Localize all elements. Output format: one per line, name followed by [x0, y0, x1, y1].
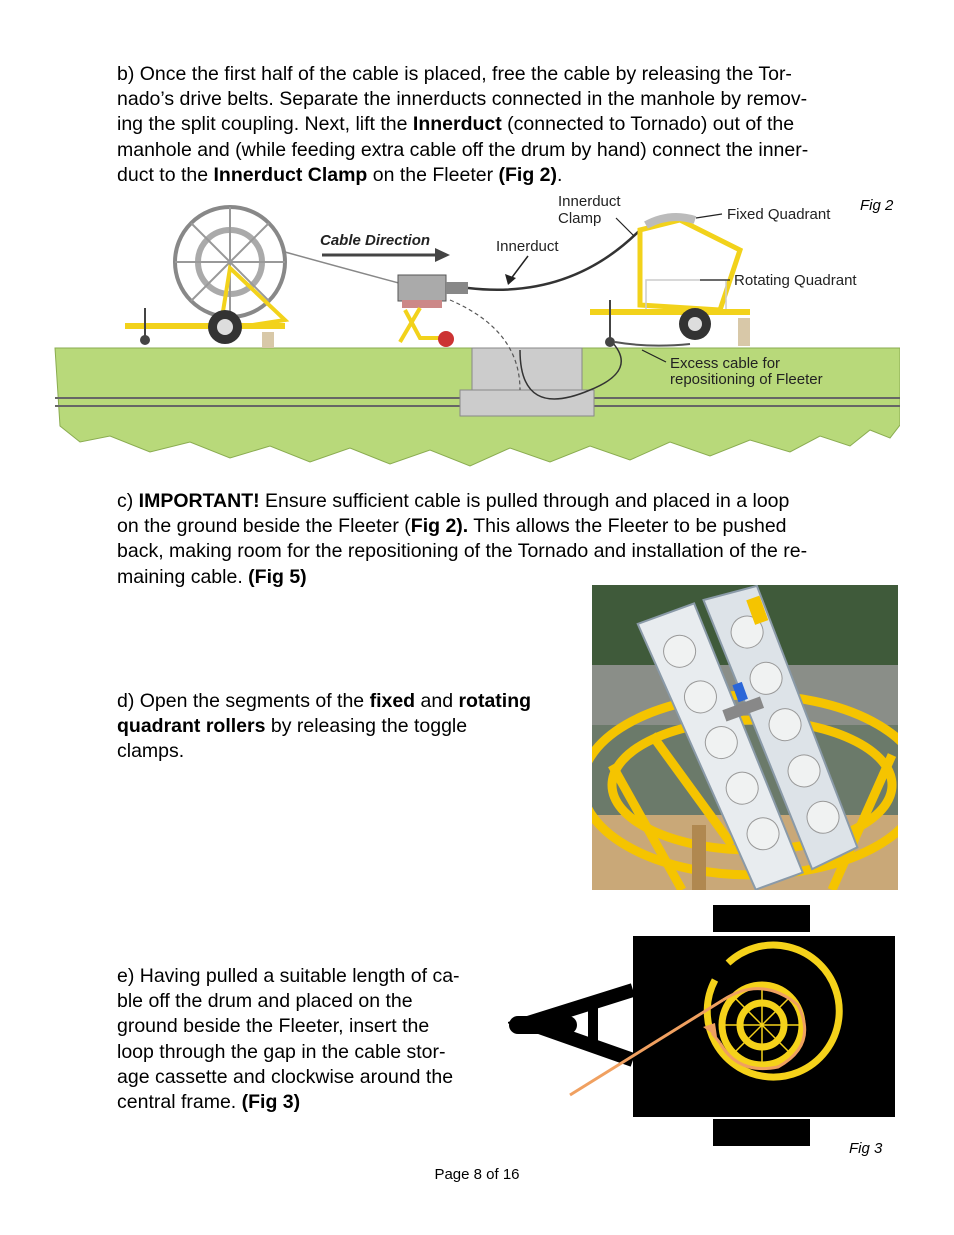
text-line: Ensure sufficient cable is pulled through and placed in a loop [259, 490, 790, 512]
text-line: nado’s drive belts. Separate the innerducts connected in the manhole by remov- [117, 88, 808, 111]
text-line: d) Open the segments of the [117, 690, 370, 712]
text-line: ground beside the Fleeter, insert the [117, 1015, 430, 1038]
text-line: by releasing the toggle [265, 715, 468, 738]
text-line: manhole and (while feeding extra cable off the drum by hand) connect the inner- [117, 138, 809, 161]
clamp-label-1: Innerduct [558, 193, 621, 210]
fixed-quadrant-pointer [696, 214, 722, 218]
fig-ref: Fig 2). [410, 515, 469, 538]
innerduct-pointer [510, 256, 528, 280]
text-line: back, making room for the repositioning of the Tornado and installation of the re- [117, 540, 808, 563]
text-line: and [415, 690, 459, 712]
tornado-machine [398, 275, 468, 347]
text-line: (connected to Tornado) out of the [501, 113, 795, 136]
text-line: on the ground beside the Fleeter ( [117, 515, 411, 538]
bold-term: quadrant rollers [117, 715, 266, 738]
direction-arrowhead [435, 248, 450, 262]
text-line: e) Having pulled a suitable length of ca- [117, 965, 460, 987]
bold-term: Innerduct Clamp [213, 163, 368, 186]
fig-ref: (Fig 3) [241, 1091, 301, 1114]
fig2-caption: Fig 2 [860, 197, 894, 214]
text-line: This allows the Fleeter to be pushed [468, 515, 787, 538]
text-line: central frame. [117, 1091, 242, 1114]
text-line: on the Fleeter [367, 163, 499, 186]
important-label: IMPORTANT! [138, 490, 260, 512]
cable-drum-trailer [125, 207, 285, 348]
text-line: ble off the drum and placed on the [117, 990, 413, 1013]
paragraph-c [117, 489, 807, 590]
page-number: Page 8 of 16 [434, 1166, 520, 1183]
fig3-cassette-diagram [508, 905, 898, 1150]
excess-label-1: Excess cable for [670, 355, 781, 372]
excess-cable [615, 342, 690, 346]
cable-line [285, 252, 410, 286]
clamp-pointer [616, 218, 634, 236]
bold-term: fixed [369, 690, 416, 712]
quadrant-rollers-photo [592, 585, 898, 890]
fixed-quadrant-label: Fixed Quadrant [727, 206, 831, 223]
fig-ref: (Fig 2) [498, 163, 558, 186]
text-line: loop through the gap in the cable stor- [117, 1040, 446, 1063]
text-line: maining cable. [117, 565, 249, 588]
clamp-label-2: Clamp [558, 210, 602, 227]
bold-term: Innerduct [412, 113, 502, 136]
fig3-caption: Fig 3 [849, 1140, 883, 1157]
text-line: b) Once the first half of the cable is placed, free the cable by releasing the Tor- [117, 63, 792, 85]
bold-term: rotating [458, 690, 532, 712]
fig-ref: (Fig 5) [248, 565, 307, 588]
paragraph-d [117, 689, 531, 765]
cable-direction-label: Cable Direction [320, 232, 431, 249]
pointer-head [505, 274, 516, 285]
excess-label-2: repositioning of Fleeter [670, 371, 823, 388]
wheel-top [713, 905, 810, 932]
fig2-diagram [50, 190, 900, 475]
text-line: clamps. [117, 740, 185, 763]
fleeter-machine [590, 217, 750, 347]
innerduct-label: Innerduct [496, 238, 559, 255]
manhole-chamber [460, 390, 594, 416]
text-line: ing the split coupling. Next, lift the [117, 113, 413, 136]
text-line: c) [117, 490, 139, 512]
text-line: age cassette and clockwise around the [117, 1065, 454, 1088]
rotating-quadrant-label: Rotating Quadrant [734, 272, 857, 289]
text-line: duct to the [117, 163, 214, 186]
paragraph-e [117, 964, 460, 1115]
wheel-bottom [713, 1119, 810, 1146]
paragraph-b [117, 62, 808, 188]
text-line: . [557, 163, 563, 186]
